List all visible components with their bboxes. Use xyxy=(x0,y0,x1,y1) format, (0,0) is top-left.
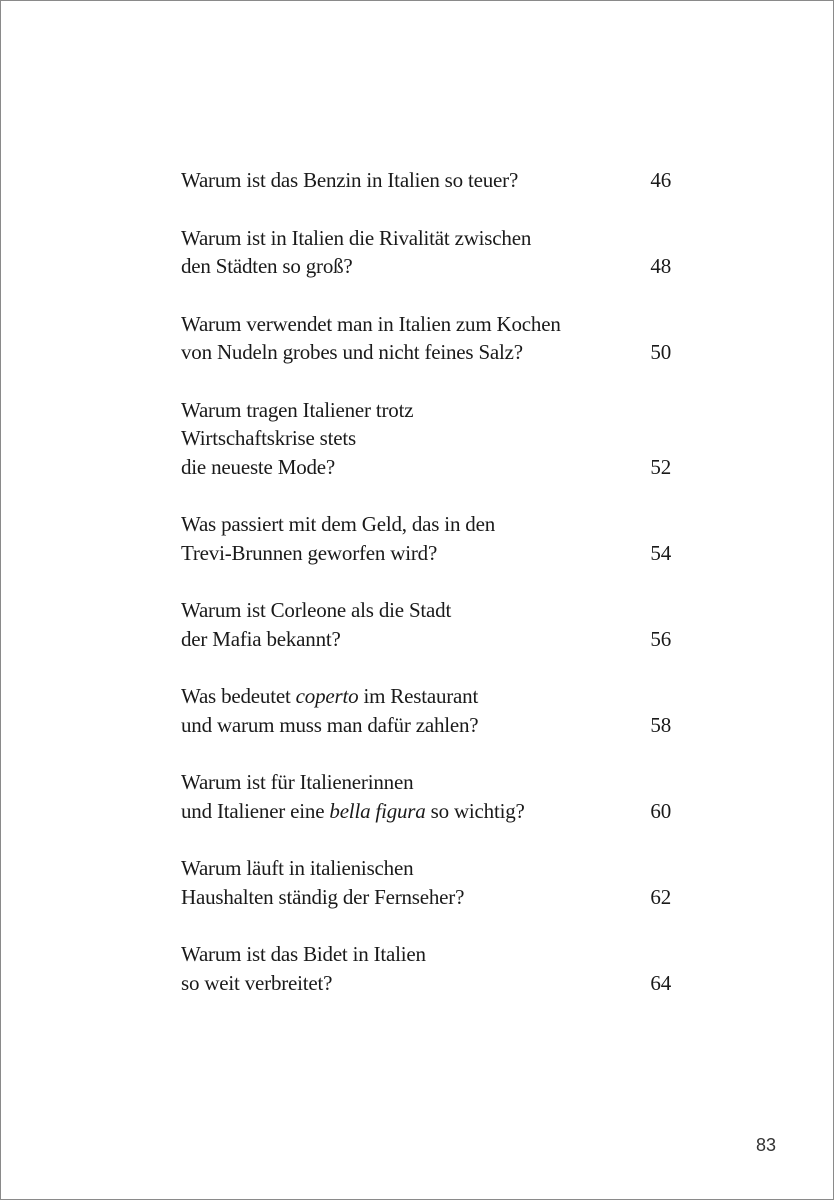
title-text: der Mafia bekannt? xyxy=(181,626,341,651)
toc-entry xyxy=(181,510,671,567)
title-text: Warum tragen Italiener trotz xyxy=(181,397,414,422)
title-text: Wirtschaftskrise stets xyxy=(181,426,356,450)
toc-entry-title-line xyxy=(181,883,671,912)
title-text: Warum ist das Benzin in Italien so teuer? xyxy=(181,168,519,192)
title-text: Warum ist für Italienerinnen xyxy=(181,770,414,794)
title-text: und Italiener eine xyxy=(181,798,330,823)
toc-entry-page-number: 48 xyxy=(650,254,671,278)
toc-entry-page-number: 58 xyxy=(650,712,671,737)
toc-entry-title-line xyxy=(181,396,671,425)
title-text: den Städten so groß? xyxy=(181,254,353,278)
title-text: so weit verbreitet? xyxy=(181,970,333,995)
title-text: im Restaurant xyxy=(358,684,479,708)
title-text: Trevi-Brunnen geworfen wird? xyxy=(181,540,438,565)
toc-entry-title-line xyxy=(181,424,671,453)
toc-entry-page-number: 54 xyxy=(650,540,671,565)
title-text: von Nudeln grobes und nicht feines Salz? xyxy=(181,340,523,364)
toc-entry-page-number: 64 xyxy=(650,970,671,995)
title-text: Warum ist Corleone als die Stadt xyxy=(181,598,452,622)
toc-entry-title-line xyxy=(181,539,671,568)
toc-entry-title-line xyxy=(181,797,671,826)
toc-entry xyxy=(181,396,671,482)
toc-entry-page-number: 60 xyxy=(650,798,671,823)
toc-entry xyxy=(181,166,671,195)
title-text: Warum ist in Italien die Rivalität zwischen xyxy=(181,225,532,250)
toc-entry xyxy=(181,854,671,911)
toc-entry-title-line xyxy=(181,252,671,281)
toc-entry xyxy=(181,224,671,281)
toc-entry-title-line xyxy=(181,338,671,367)
title-text: Was passiert mit dem Geld, das in den xyxy=(181,512,496,536)
toc-entry-title-line xyxy=(181,940,671,969)
title-text: Warum verwendet man in Italien zum Kochen xyxy=(181,311,561,336)
title-text: so wichtig? xyxy=(425,798,525,823)
toc-entry xyxy=(181,768,671,825)
table-of-contents xyxy=(181,166,671,1026)
toc-entry-title-line xyxy=(181,854,671,883)
title-text: Warum ist das Bidet in Italien xyxy=(181,942,426,966)
title-text: Warum läuft in italienischen xyxy=(181,856,414,880)
toc-entry-title-line xyxy=(181,711,671,740)
toc-entry-title-line xyxy=(181,625,671,654)
toc-entry xyxy=(181,310,671,367)
page-number: 83 xyxy=(755,1135,776,1155)
toc-entry-page-number: 52 xyxy=(650,454,671,479)
italic-term: bella figura xyxy=(329,798,426,823)
toc-entry-title-line xyxy=(181,224,671,253)
toc-entry xyxy=(181,596,671,653)
toc-entry-page-number: 46 xyxy=(650,168,671,192)
toc-entry-title-line xyxy=(181,969,671,998)
toc-entry-page-number: 62 xyxy=(650,884,671,909)
italic-term: coperto xyxy=(295,684,359,708)
toc-entry-title-line xyxy=(181,453,671,482)
title-text: die neueste Mode? xyxy=(181,454,336,479)
toc-entry-title-line xyxy=(181,596,671,625)
toc-entry-page-number: 56 xyxy=(650,626,671,651)
toc-entry-title-line xyxy=(181,310,671,339)
toc-entry-title-line xyxy=(181,510,671,539)
toc-entry-title-line xyxy=(181,768,671,797)
toc-entry-page-number: 50 xyxy=(650,340,671,364)
title-text: Was bedeutet xyxy=(181,684,296,708)
toc-entry xyxy=(181,682,671,739)
title-text: Haushalten ständig der Fernseher? xyxy=(181,884,465,909)
toc-entry-title-line xyxy=(181,682,671,711)
toc-entry xyxy=(181,940,671,997)
title-text: und warum muss man dafür zahlen? xyxy=(181,712,479,737)
toc-entry-title-line xyxy=(181,166,671,195)
